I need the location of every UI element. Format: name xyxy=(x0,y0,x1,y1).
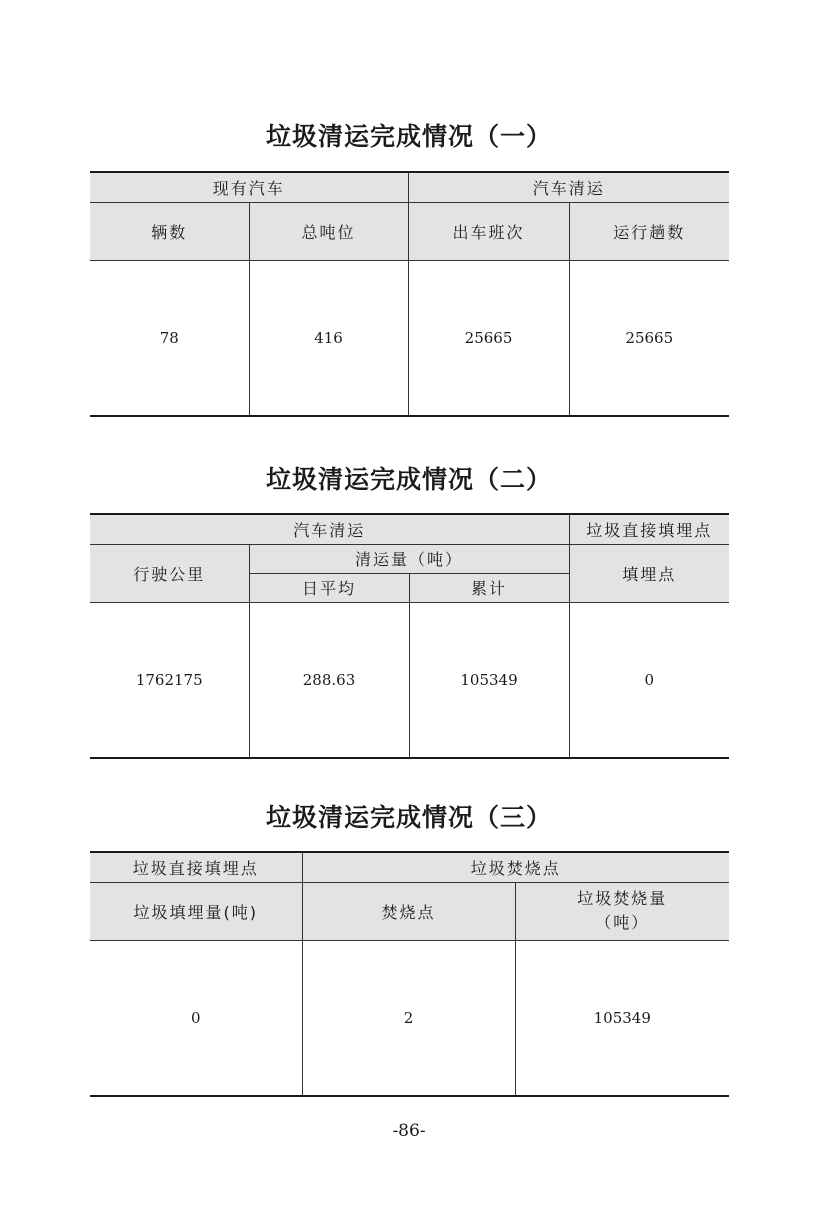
page-number: -86- xyxy=(392,1121,426,1141)
table3-col-header: 垃圾填埋量(吨) xyxy=(90,882,302,940)
table1-cell: 416 xyxy=(249,260,408,416)
table2-cell: 105349 xyxy=(409,602,569,758)
table2-cell: 0 xyxy=(569,602,729,758)
table3-group-header: 垃圾直接填埋点 xyxy=(90,852,302,882)
table1-group-header: 汽车清运 xyxy=(408,172,729,202)
table2 xyxy=(90,513,729,759)
table3 xyxy=(90,851,729,1097)
table1 xyxy=(90,171,729,417)
table1-title: 垃圾清运完成情况（一） xyxy=(265,122,552,151)
table3-col-header-line: （吨） xyxy=(595,913,650,932)
table2-col-header: 清运量（吨） xyxy=(249,544,569,573)
table3-col-header xyxy=(515,882,729,940)
table1-col-header: 辆数 xyxy=(90,202,249,260)
table2-cell: 288.63 xyxy=(249,602,409,758)
table3-group-header: 垃圾焚烧点 xyxy=(302,852,729,882)
table2-sub-header: 日平均 xyxy=(249,573,409,602)
table3-cell: 2 xyxy=(302,940,515,1096)
table2-group-header: 垃圾直接填埋点 xyxy=(569,514,729,544)
table2-group-header: 汽车清运 xyxy=(90,514,569,544)
table1-cell: 78 xyxy=(90,260,249,416)
table1-group-header: 现有汽车 xyxy=(90,172,408,202)
table3-cell: 0 xyxy=(90,940,302,1096)
table1-col-header: 运行趟数 xyxy=(569,202,729,260)
table3-col-header: 焚烧点 xyxy=(302,882,515,940)
table1-cell: 25665 xyxy=(408,260,569,416)
table1-col-header: 总吨位 xyxy=(249,202,408,260)
table3-col-header-line: 垃圾焚烧量 xyxy=(577,889,668,908)
table3-title: 垃圾清运完成情况（三） xyxy=(265,803,552,832)
table2-col-header: 填埋点 xyxy=(569,544,729,602)
table1-col-header: 出车班次 xyxy=(408,202,569,260)
table1-cell: 25665 xyxy=(569,260,729,416)
table2-col-header: 行驶公里 xyxy=(90,544,249,602)
table2-title: 垃圾清运完成情况（二） xyxy=(265,465,552,494)
table3-cell: 105349 xyxy=(515,940,729,1096)
table2-cell: 1762175 xyxy=(90,602,249,758)
table2-sub-header: 累计 xyxy=(409,573,569,602)
